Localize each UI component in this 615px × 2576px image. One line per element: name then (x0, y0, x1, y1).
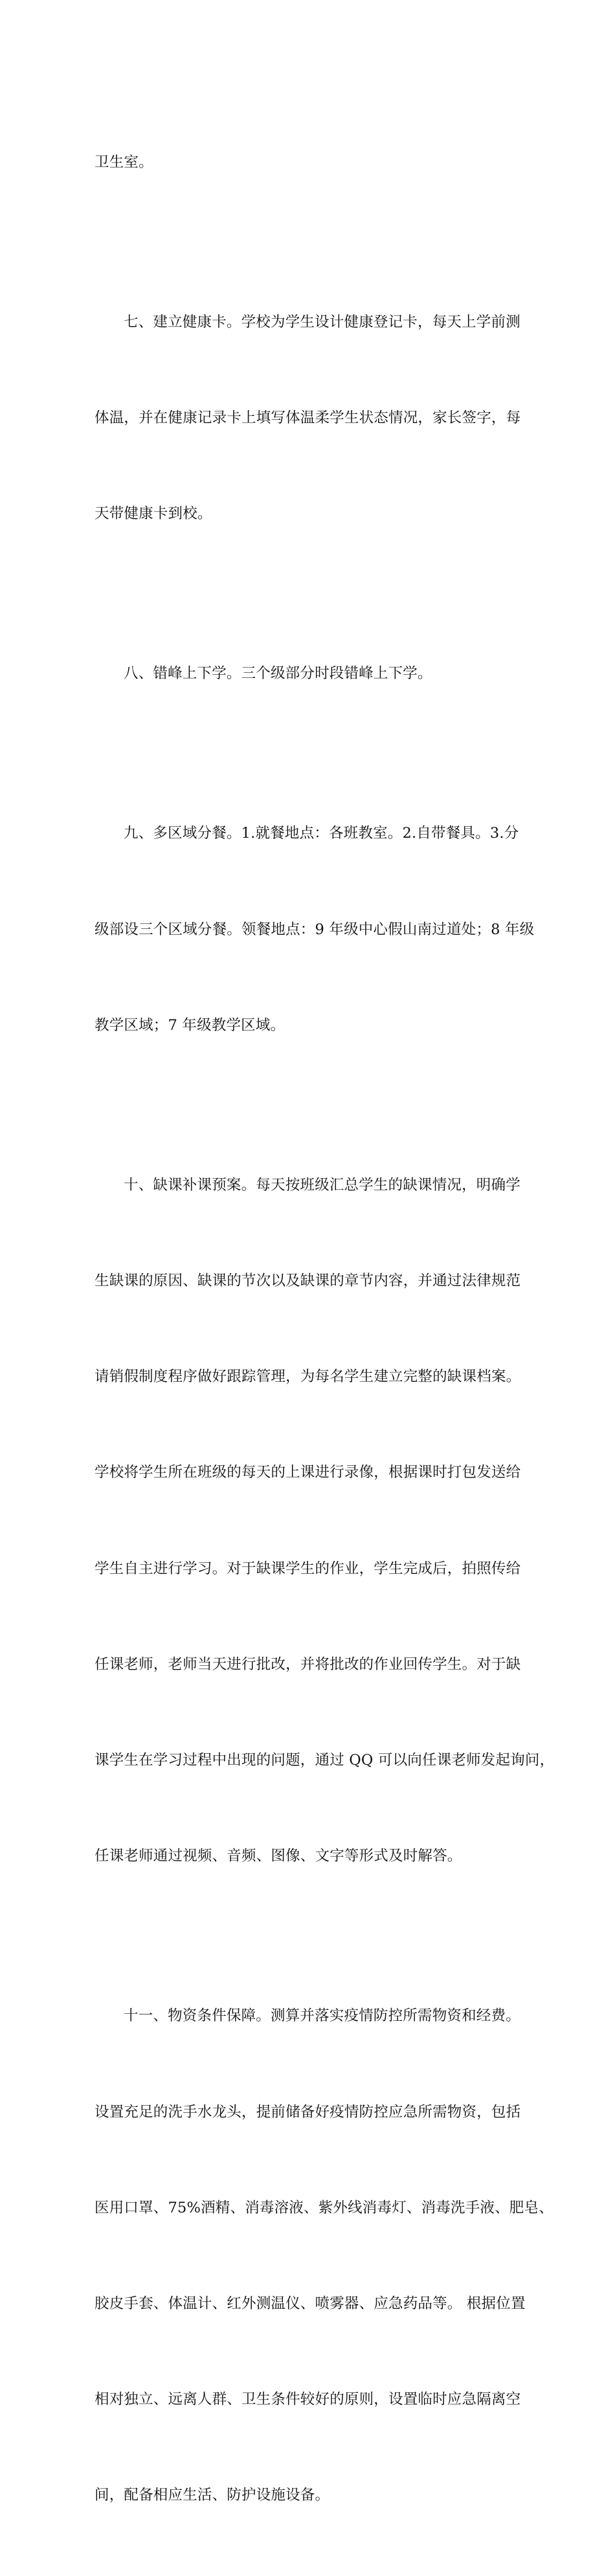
text-line: 天带健康卡到校。 (95, 505, 212, 523)
text-line: 学生自主进行学习。对于缺课学生的作业，学生完成后，拍照传给 (95, 1560, 521, 1577)
text-line: 九、多区域分餐。1.就餐地点：各班教室。2.自带餐具。3.分 (124, 825, 519, 842)
text-line: 任课老师通过视频、音频、图像、文字等形式及时解答。 (95, 1848, 462, 1865)
text-line: 医用口罩、75%酒精、消毒溶液、紫外线消毒灯、消毒洗手液、肥皂、 (95, 2199, 554, 2216)
text-line: 七、建立健康卡。学校为学生设计健康登记卡，每天上学前测 (124, 313, 520, 331)
paragraph-staggered-schedule (95, 595, 524, 754)
text-line: 课学生在学习过程中出现的问题，通过 QQ 可以向任课老师发起询问， (95, 1752, 555, 1769)
text-line: 相对独立、远离人群、卫生条件较好的原则，设置临时应急隔离空 (95, 2391, 521, 2408)
text-line: 间，配备相应生活、防护设施设备。 (95, 2487, 330, 2504)
text-line: 生缺课的原因、缺课的节次以及缺课的章节内容，并通过法律规范 (95, 1272, 521, 1290)
text-line: 请销假制度程序做好跟踪管理，为每名学生建立完整的缺课档案。 (95, 1368, 521, 1386)
paragraph-multi-area-dining (95, 754, 535, 1106)
text-line: 学校将学生所在班级的每天的上课进行录像，根据课时打包发送给 (95, 1464, 521, 1481)
paragraph-supplies (95, 1937, 554, 2576)
text-line: 卫生室。 (95, 153, 153, 171)
document-body (95, 83, 555, 2576)
text-line: 体温，并在健康记录卡上填写体温柔学生状态情况，家长签字，每 (95, 409, 521, 427)
text-line: 十、缺课补课预案。每天按班级汇总学生的缺课情况，明确学 (124, 1176, 520, 1194)
text-line: 教学区域；7 年级教学区域。 (95, 1016, 285, 1034)
text-line: 级部设三个区域分餐。领餐地点：9 年级中心假山南过道处；8 年级 (95, 921, 535, 938)
text-line: 八、错峰上下学。三个级部分时段错峰上下学。 (124, 665, 432, 682)
text-line: 胶皮手套、体温计、红外测温仪、喷雾器、应急药品等。 根据位置 (95, 2295, 526, 2313)
text-line: 十一、物资条件保障。测算并落实疫情防控所需物资和经费。 (124, 2007, 520, 2025)
paragraph-absence-plan (95, 1106, 555, 1937)
paragraph-continuation (95, 83, 524, 243)
paragraph-health-card (95, 243, 524, 594)
text-line: 设置充足的洗手水龙头，提前储备好疫情防控应急所需物资，包括 (95, 2103, 521, 2121)
text-line: 任课老师，老师当天进行批改，并将批改的作业回传学生。对于缺 (95, 1655, 521, 1673)
